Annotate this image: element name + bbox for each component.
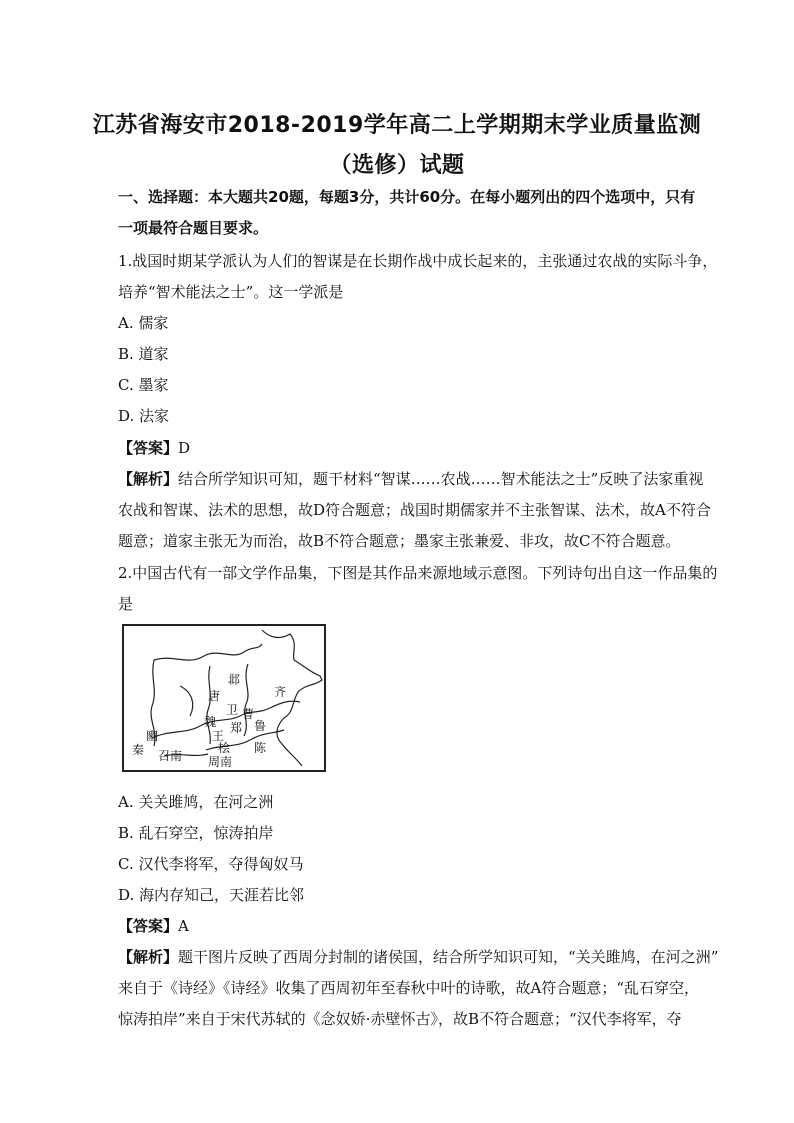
q2-option-c: C. 汉代李将军，夺得匈奴马	[118, 855, 304, 873]
map-label-bei: 邶	[228, 673, 241, 687]
q2-analysis-text1: 题干图片反映了西周分封制的诸侯国，结合所学知识可知，“关关雎鸠，在河之洲”	[178, 948, 719, 966]
map-border-north	[154, 644, 262, 660]
map-label-chen: 陈	[254, 741, 267, 755]
q2-analysis-tag: 【解析】	[118, 948, 179, 966]
map-label-zhounan: 周南	[208, 755, 233, 769]
q1-answer-value: D	[178, 439, 191, 457]
map-label-wei: 魏	[204, 715, 217, 729]
map-label-tang: 唐	[208, 689, 221, 703]
map-label-lu: 鲁	[254, 719, 267, 733]
q1-stem-line2: 培养“智术能法之士”。这一学派是	[118, 283, 344, 301]
q2-answer	[118, 915, 678, 936]
map-label-wang: 王	[212, 729, 225, 743]
q2-answer-tag: 【答案】	[118, 917, 179, 935]
q2-region-map	[122, 624, 326, 772]
q1-answer-tag: 【答案】	[118, 439, 179, 457]
document-title-line2: （选修）试题	[329, 153, 465, 178]
q1-analysis-tag: 【解析】	[118, 470, 179, 488]
q1-answer	[118, 437, 678, 458]
map-label-cao: 曹	[242, 707, 255, 721]
map-label-qin: 秦	[132, 743, 145, 757]
q1-option-b: B. 道家	[118, 345, 169, 363]
q1-analysis-line2: 农战和智谋、法术的思想，故D符合题意；战国时期儒家并不主张智谋、法术，故A不符合	[118, 501, 711, 519]
map-label-qi: 齐	[274, 685, 287, 699]
q2-option-d: D. 海内存知己，天涯若比邻	[118, 886, 305, 904]
q1-option-a: A. 儒家	[118, 314, 169, 332]
q1-analysis-text1: 结合所学知识可知，题干材料“智谋……农战……智术能法之士”反映了法家重视	[178, 470, 704, 488]
q2-answer-value: A	[178, 917, 189, 935]
section-heading-line1: 一、选择题：本大题共20题，每题3分，共计60分。在每小题列出的四个选项中，只有	[118, 188, 696, 206]
q2-option-a: A. 关关雎鸠，在河之洲	[118, 793, 274, 811]
q2-option-b: B. 乱石穿空，惊涛拍岸	[118, 824, 274, 842]
q2-analysis-line2: 来自于《诗经》《诗经》收集了西周初年至春秋中叶的诗歌，故A符合题意；“乱石穿空，	[118, 979, 700, 997]
q2-stem-line2: 是	[118, 595, 134, 613]
map-border-east	[244, 664, 248, 736]
map-label-shaonan: 召南	[158, 749, 183, 763]
map-label-wei-state: 卫	[226, 703, 239, 717]
map-label-bin: 豳	[146, 729, 159, 743]
map-coastline	[262, 630, 322, 766]
section-heading-line2: 一项最符合题目要求。	[118, 219, 269, 237]
map-border-inner	[207, 666, 210, 744]
q2-analysis-line3: 惊涛拍岸”来自于宋代苏轼的《念奴娇·赤壁怀古》，故B不符合题意；“汉代李将军，夺	[118, 1010, 682, 1028]
q1-option-d: D. 法家	[118, 407, 170, 425]
q1-analysis-line3: 题意；道家主张无为而治，故B不符合题意；墨家主张兼爱、非攻，故C不符合题意。	[118, 532, 681, 550]
map-label-zheng: 郑	[230, 721, 243, 735]
map-label-kuai: 桧	[218, 741, 231, 755]
map-border-south	[180, 686, 193, 716]
q2-stem-line1: 2.中国古代有一部文学作品集，下图是其作品来源地域示意图。下列诗句出自这一作品集的	[118, 564, 718, 582]
q1-stem-line1: 1.战国时期某学派认为人们的智谋是在长期作战中成长起来的，主张通过农战的实际斗争，	[118, 252, 718, 270]
document-title-line1: 江苏省海安市2018-2019学年高二上学期期末学业质量监测	[92, 113, 702, 138]
q2-analysis-line1	[118, 946, 719, 967]
q1-option-c: C. 墨家	[118, 376, 169, 394]
q1-analysis-line1	[118, 468, 704, 489]
